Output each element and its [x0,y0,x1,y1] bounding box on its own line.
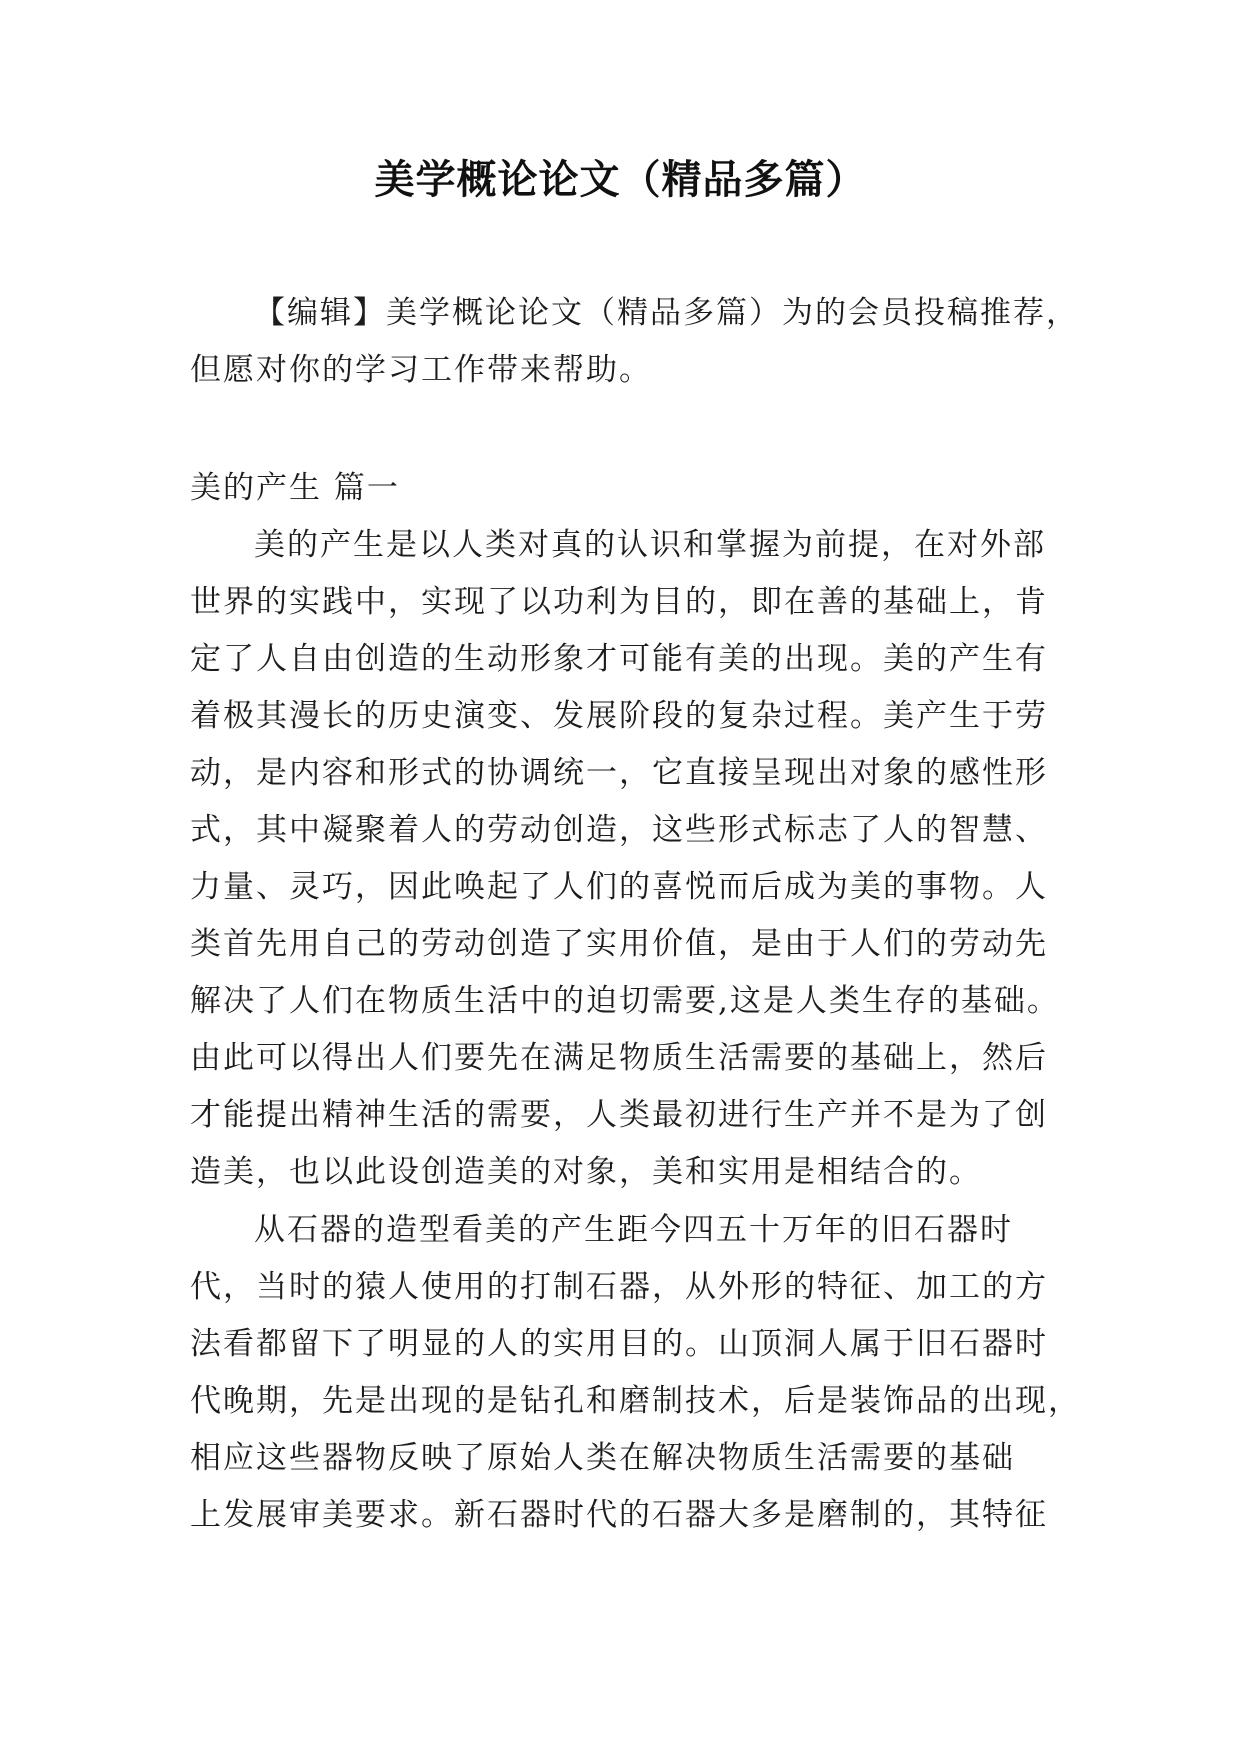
section-heading: 美的产生 篇一 [190,470,400,506]
paragraph-line: 力量、灵巧，因此唤起了人们的喜悦而后成为美的事物。人 [190,869,1048,905]
paragraph-line: 造美，也以此设创造美的对象，美和实用是相结合的。 [190,1154,982,1190]
paragraph-line: 代，当时的猿人使用的打制石器，从外形的特征、加工的方 [190,1269,1048,1305]
paragraph-line: 相应这些器物反映了原始人类在解决物质生活需要的基础 [190,1440,1015,1476]
paragraph-line: 代晚期，先是出现的是钻孔和磨制技术，后是装饰品的出现， [190,1383,1081,1419]
paragraph-line: 解决了人们在物质生活中的迫切需要,这是人类生存的基础。 [190,983,1060,1019]
intro-line: 但愿对你的学习工作带来帮助。 [190,352,652,388]
paragraph-line: 美的产生是以人类对真的认识和掌握为前提，在对外部 [254,527,1046,563]
page-title: 美学概论论文（精品多篇） [374,156,867,203]
intro-line: 【编辑】美学概论论文（精品多篇）为的会员投稿推荐， [254,295,1079,331]
paragraph-line: 着极其漫长的历史演变、发展阶段的复杂过程。美产生于劳 [190,698,1048,734]
paragraph-line: 世界的实践中，实现了以功利为目的，即在善的基础上，肯 [190,584,1048,620]
paragraph-line: 法看都留下了明显的人的实用目的。山顶洞人属于旧石器时 [190,1326,1048,1362]
paragraph-line: 动，是内容和形式的协调统一，它直接呈现出对象的感性形 [190,755,1048,791]
paragraph-line: 类首先用自己的劳动创造了实用价值，是由于人们的劳动先 [190,926,1048,962]
intro-paragraph [190,285,1079,399]
paragraph-line: 才能提出精神生活的需要，人类最初进行生产并不是为了创 [190,1097,1048,1133]
paragraph-line: 定了人自由创造的生动形象才可能有美的出现。美的产生有 [190,641,1048,677]
paragraph-line: 上发展审美要求。新石器时代的石器大多是磨制的，其特征 [190,1497,1048,1533]
paragraph-2 [190,1202,1081,1544]
paragraph-1 [190,517,1060,1201]
paragraph-line: 从石器的造型看美的产生距今四五十万年的旧石器时 [254,1212,1013,1248]
paragraph-line: 式，其中凝聚着人的劳动创造，这些形式标志了人的智慧、 [190,812,1048,848]
paragraph-line: 由此可以得出人们要先在满足物质生活需要的基础上，然后 [190,1040,1048,1076]
